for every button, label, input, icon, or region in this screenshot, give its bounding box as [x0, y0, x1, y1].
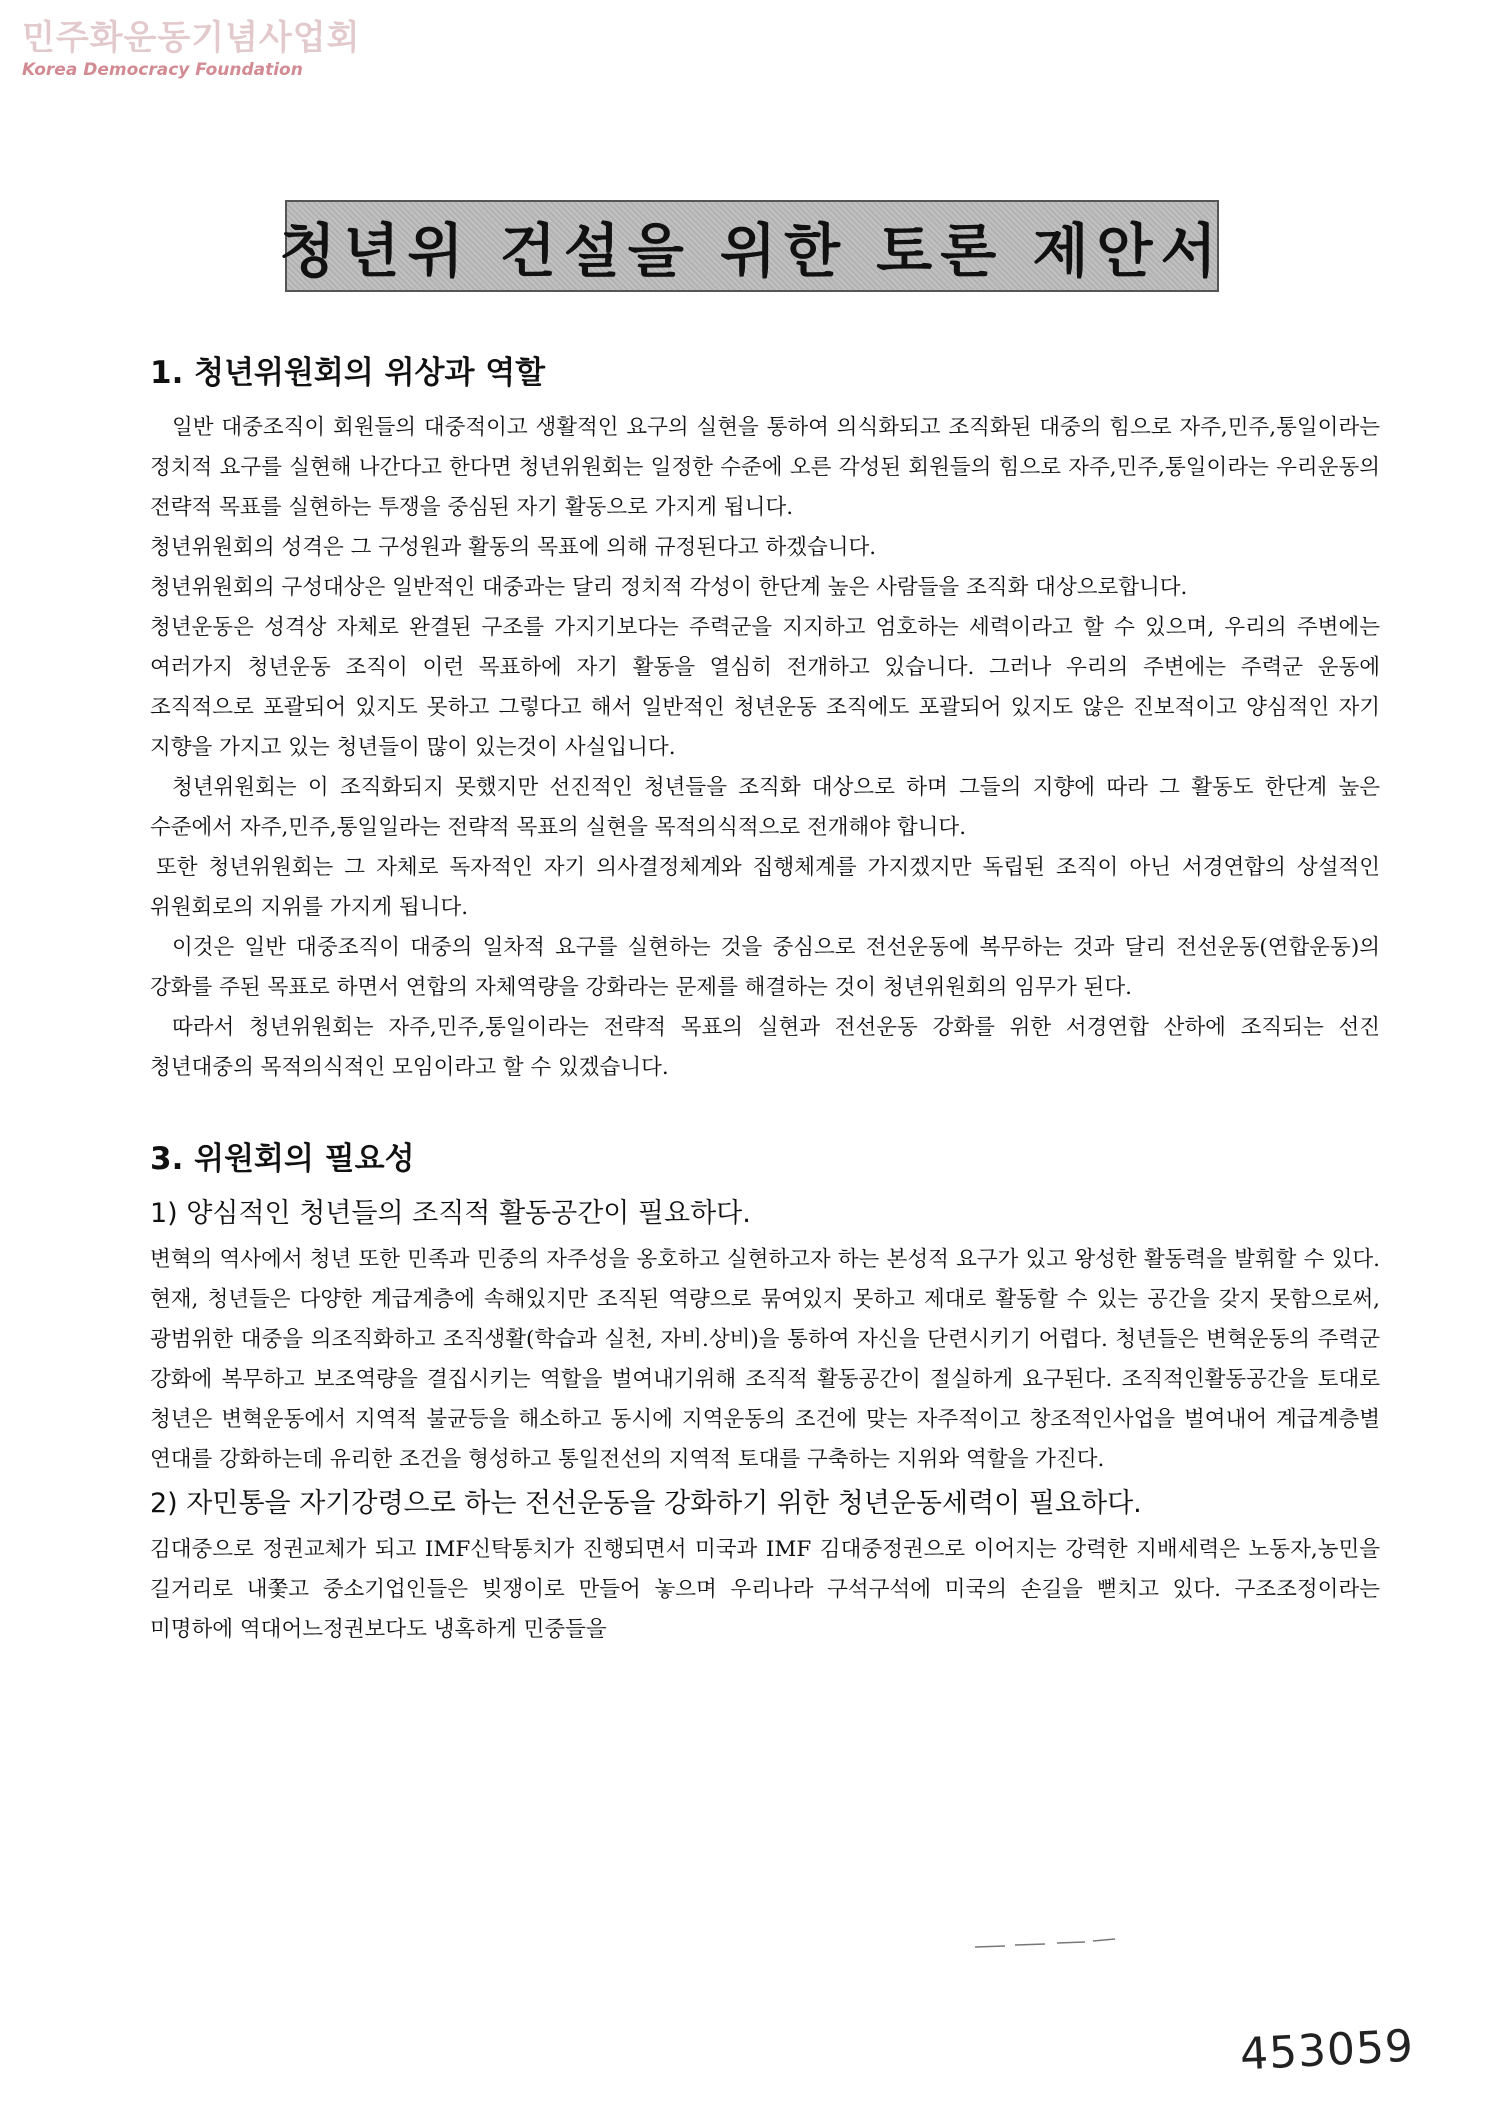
- subsection-2-heading: 2) 자민통을 자기강령으로 하는 전선운동을 강화하기 위한 청년운동세력이 필요하다.: [150, 1488, 1142, 1519]
- document-body: [150, 350, 1380, 1650]
- paragraph: 청년위원회의 구성대상은 일반적인 대중과는 달리 정치적 각성이 한단계 높은 사람들을 조직화 대상으로합니다.: [150, 575, 1188, 600]
- section-3-heading: 3. 위원회의 필요성: [150, 1141, 415, 1177]
- watermark-korean: 민주화운동기념사업회: [22, 18, 361, 58]
- title-box: [279, 200, 1225, 292]
- paragraph: 청년운동은 성격상 자체로 완결된 구조를 가지기보다는 주력군을 지지하고 엄호하는 세력이라고 할 수 있으며, 우리의 주변에는 여러가지 청년운동 조직이 이런 목표하에 자기 활동을 열심히 전개하고 있습니다. 그러나 우리의 주변에는 주력군 운동에 조직적으로 포괄되어 있지도 못하고 그렇다고 해서 일반적인 청년운동 조직에도 포괄되어 있지도 않은 진보적이고 양심적인 자기 지향을 가지고 있는 청년들이 많이 있는것이 사실입니다.: [150, 615, 1380, 760]
- paragraph: 김대중으로 정권교체가 되고 IMF신탁통치가 진행되면서 미국과 IMF 김대중정권으로 이어지는 강력한 지배세력은 노동자,농민을 길거리로 내쫓고 중소기업인들은 빚쟁이로 만들어 놓으며 우리나라 구석구석에 미국의 손길을 뻗치고 있다. 구조조정이라는 미명하에 역대어느정권보다도 냉혹하게 민중들을: [150, 1537, 1380, 1642]
- document-title: 청년위 건설을 위한 토론 제안서: [279, 217, 1225, 285]
- watermark-logo: [22, 18, 360, 80]
- section-1-heading: 1. 청년위원회의 위상과 역할: [150, 355, 546, 391]
- paragraph: 또한 청년위원회는 그 자체로 독자적인 자기 의사결정체계와 집행체계를 가지겠지만 독립된 조직이 아닌 서경연합의 상설적인 위원회로의 지위를 가지게 됩니다.: [150, 855, 1380, 920]
- paragraph: 청년위원회는 이 조직화되지 못했지만 선진적인 청년들을 조직화 대상으로 하며 그들의 지향에 따라 그 활동도 한단계 높은 수준에서 자주,민주,통일일라는 전략적 목표의 실현을 목적의식적으로 전개해야 합니다.: [150, 775, 1380, 840]
- page-number: 453059: [1238, 2020, 1416, 2081]
- paragraph: 따라서 청년위원회는 자주,민주,통일이라는 전략적 목표의 실현과 전선운동 강화를 위한 서경연합 산하에 조직되는 선진 청년대중의 목적의식적인 모임이라고 할 수 있겠습니다.: [150, 1015, 1380, 1080]
- subsection-1-heading: 1) 양심적인 청년들의 조직적 활동공간이 필요하다.: [150, 1198, 751, 1229]
- paragraph: 일반 대중조직이 회원들의 대중적이고 생활적인 요구의 실현을 통하여 의식화되고 조직화된 대중의 힘으로 자주,민주,통일이라는 정치적 요구를 실현해 나간다고 한다면 청년위원회는 일정한 수준에 오른 각성된 회원들의 힘으로 자주,민주,통일이라는 우리운동의 전략적 목표를 실현하는 투쟁을 중심된 자기 활동으로 가지게 됩니다.: [150, 415, 1380, 520]
- watermark-english: Korea Democracy Foundation: [22, 60, 303, 80]
- paragraph: 변혁의 역사에서 청년 또한 민족과 민중의 자주성을 옹호하고 실현하고자 하는 본성적 요구가 있고 왕성한 활동력을 발휘할 수 있다. 현재, 청년들은 다양한 계급계층에 속해있지만 조직된 역량으로 묶여있지 못하고 제대로 활동할 수 있는 공간을 갖지 못함으로써, 광범위한 대중을 의조직화하고 조직생활(학습과 실천, 자비.상비)을 통하여 자신을 단련시키기 어렵다. 청년들은 변혁운동의 주력군 강화에 복무하고 보조역량을 결집시키는 역할을 벌여내기위해 조직적 활동공간이 절실하게 요구된다. 조직적인활동공간을 토대로 청년은 변혁운동에서 지역적 불균등을 해소하고 동시에 지역운동의 조건에 맞는 자주적이고 창조적인사업을 벌여내어 계급계층별 연대를 강화하는데 유리한 조건을 형성하고 통일전선의 지역적 토대를 구축하는 지위와 역할을 가진다.: [150, 1247, 1380, 1472]
- scan-mark: [975, 1938, 1115, 1950]
- paragraph: 이것은 일반 대중조직이 대중의 일차적 요구를 실현하는 것을 중심으로 전선운동에 복무하는 것과 달리 전선운동(연합운동)의 강화를 주된 목표로 하면서 연합의 자체역량을 강화라는 문제를 해결하는 것이 청년위원회의 임무가 된다.: [150, 935, 1380, 1000]
- paragraph: 청년위원회의 성격은 그 구성원과 활동의 목표에 의해 규정된다고 하겠습니다.: [150, 535, 877, 560]
